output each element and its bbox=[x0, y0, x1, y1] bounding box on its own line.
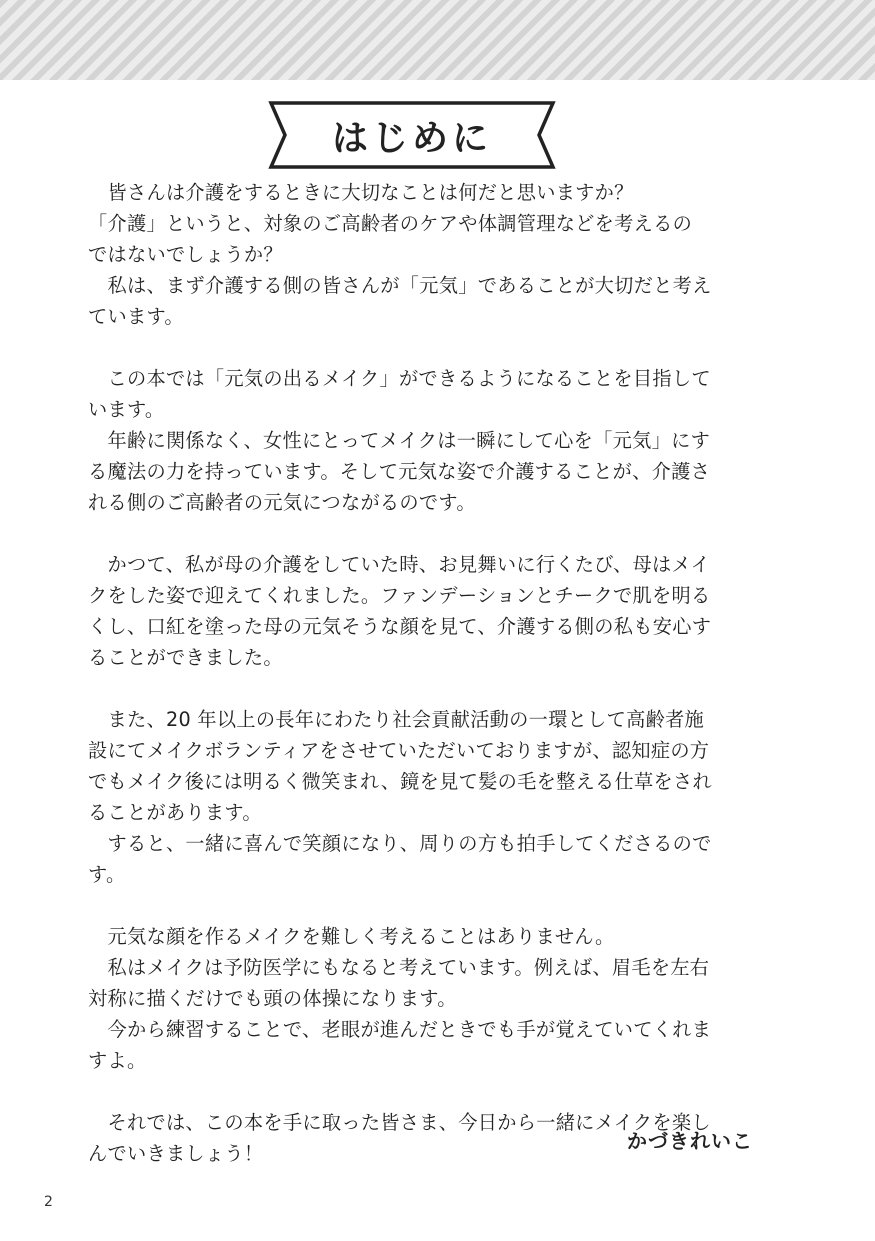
text-line: この本では「元気の出るメイク」ができるようになることを目指して bbox=[88, 367, 711, 390]
text-line: 皆さんは介護をするときに大切なことは何だと思いますか？ bbox=[88, 181, 634, 204]
text-line: でもメイク後には明るく微笑まれ、鏡を見て髪の毛を整える仕草をされ bbox=[88, 770, 712, 793]
text-line: すると、一緒に喜んで笑顔になり、周りの方も拍手してくださるので bbox=[88, 832, 712, 855]
text-line: 私は、まず介護する側の皆さんが「元気」であることが大切だと考え bbox=[88, 274, 712, 297]
body-text bbox=[88, 177, 760, 1200]
title-banner bbox=[267, 100, 557, 170]
paragraph bbox=[88, 704, 760, 890]
text-line: 対称に描くだけでも頭の体操になります。 bbox=[88, 987, 457, 1010]
text-line: います。 bbox=[88, 398, 165, 421]
text-line: 年齢に関係なく、女性にとってメイクは一瞬にして心を「元気」にす bbox=[88, 429, 711, 452]
text-line: くし、口紅を塗った母の元気そうな顔を見て、介護する側の私も安心す bbox=[88, 615, 712, 638]
text-line: ることができました。 bbox=[88, 646, 283, 669]
header-stripe-band bbox=[0, 0, 875, 80]
text-line: ではないでしょうか？ bbox=[88, 243, 283, 266]
author-signature: かづきれいこ bbox=[627, 1129, 753, 1153]
paragraph bbox=[88, 549, 760, 673]
text-line: んでいきましょう！ bbox=[88, 1142, 264, 1165]
text-line: ています。 bbox=[88, 305, 184, 328]
text-line: すよ。 bbox=[88, 1049, 147, 1072]
paragraph bbox=[88, 921, 760, 1076]
text-line: また、20 年以上の長年にわたり社会貢献活動の一環として高齢者施 bbox=[88, 708, 705, 731]
text-line: れる側のご高齢者の元気につながるのです。 bbox=[88, 491, 476, 514]
paragraph bbox=[88, 363, 760, 518]
text-line: かつて、私が母の介護をしていた時、お見舞いに行くたび、母はメイ bbox=[88, 553, 711, 576]
page-title: はじめに bbox=[331, 117, 492, 159]
text-line: 私はメイクは予防医学にもなると考えています。例えば、眉毛を左右 bbox=[88, 956, 710, 979]
text-line: ることがあります。 bbox=[88, 801, 262, 824]
paragraph bbox=[88, 177, 760, 332]
text-line: 「介護」というと、対象のご高齢者のケアや体調管理などを考えるの bbox=[88, 212, 693, 235]
text-line: クをした姿で迎えてくれました。ファンデーションとチークで肌を明る bbox=[88, 584, 711, 607]
text-line: す。 bbox=[88, 863, 126, 886]
text-line: それでは、この本を手に取った皆さま、今日から一緒にメイクを楽し bbox=[88, 1111, 711, 1134]
text-line: 元気な顔を作るメイクを難しく考えることはありません。 bbox=[88, 925, 615, 948]
page-number: 2 bbox=[44, 1194, 53, 1210]
text-line: る魔法の力を持っています。そして元気な姿で介護することが、介護さ bbox=[88, 460, 711, 483]
text-line: 設にてメイクボランティアをさせていただいておりますが、認知症の方 bbox=[88, 739, 710, 762]
text-line: 今から練習することで、老眼が進んだときでも手が覚えていてくれま bbox=[88, 1018, 712, 1041]
